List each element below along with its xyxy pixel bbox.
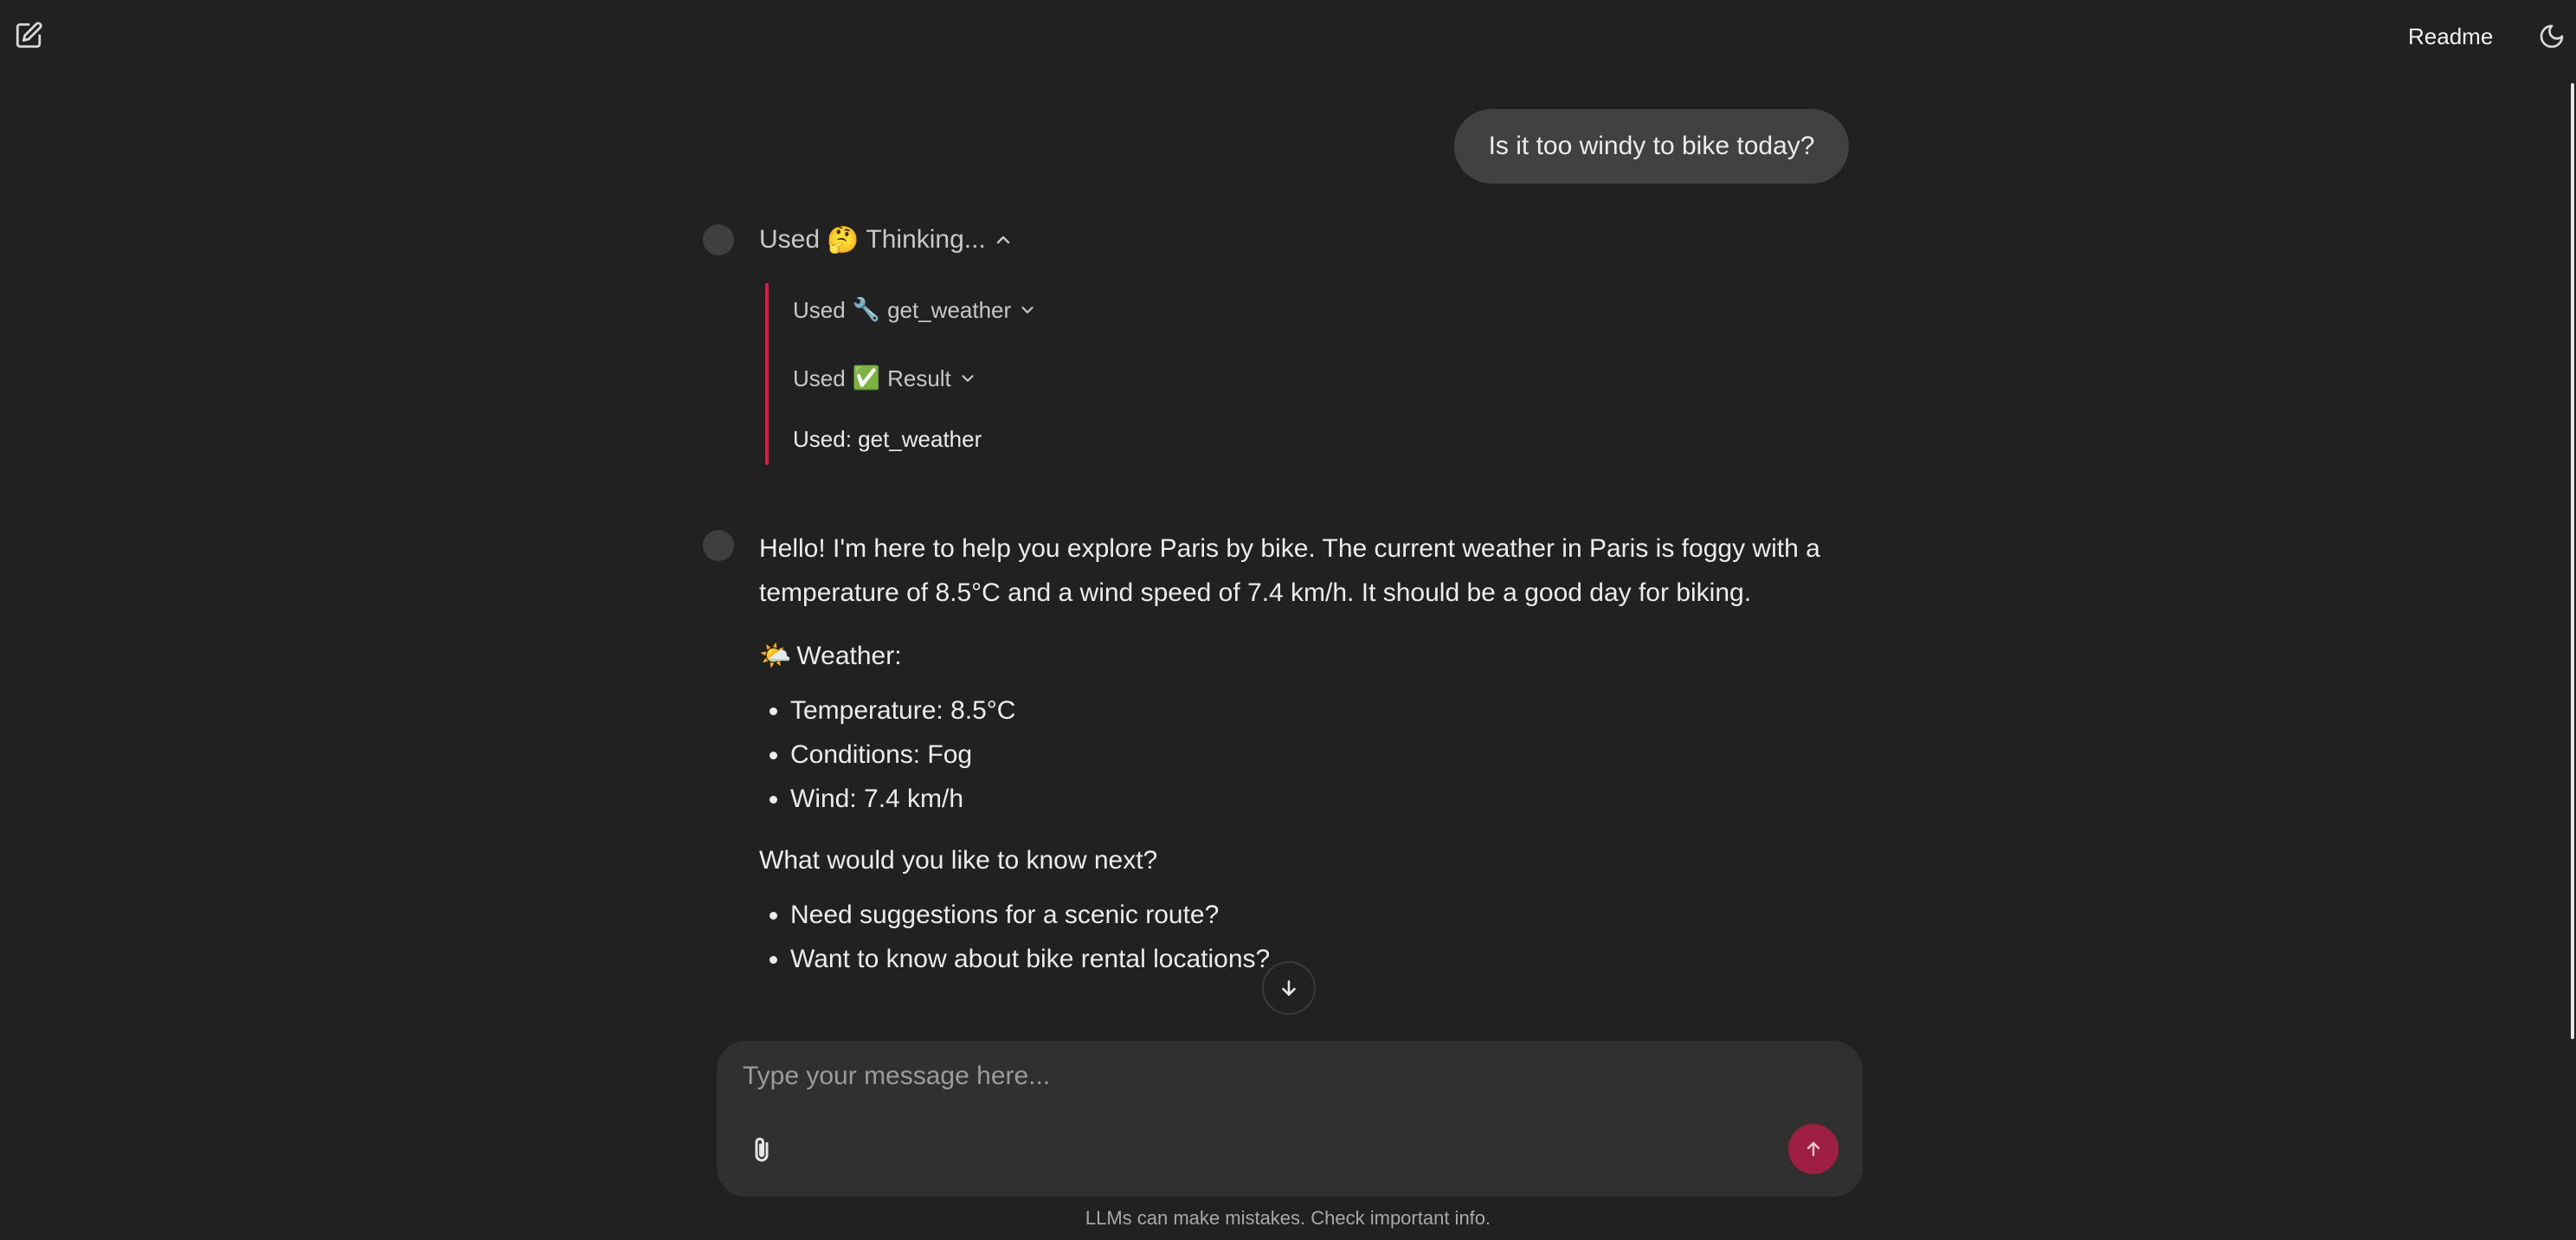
- tool-used-summary: Used: get_weather: [793, 426, 982, 452]
- theme-toggle-button[interactable]: [2534, 19, 2569, 54]
- list-item: • Need suggestions for a scenic route?: [790, 893, 1867, 937]
- step-label: Thinking...: [866, 225, 986, 254]
- thinking-step-toggle[interactable]: [759, 222, 1014, 258]
- arrow-up-icon: [1803, 1139, 1824, 1159]
- weather-heading: [759, 634, 1867, 678]
- step-label: get_weather: [887, 296, 1012, 323]
- scrollbar[interactable]: [2571, 83, 2574, 1039]
- next-heading: What would you like to know next?: [759, 846, 1158, 875]
- user-message-text: Is it too windy to bike today?: [1488, 132, 1815, 160]
- chevron-up-icon: [993, 229, 1014, 250]
- steps-border: [765, 283, 769, 465]
- chevron-down-icon: [1018, 300, 1037, 320]
- message-input[interactable]: [741, 1060, 1832, 1103]
- chevron-down-icon: [958, 369, 977, 388]
- weather-list: [759, 688, 1867, 821]
- arrow-down-icon: [1278, 977, 1300, 999]
- step-prefix: Used: [793, 296, 846, 323]
- top-bar: [0, 0, 2576, 73]
- list-item: • Temperature: 8.5°C: [790, 688, 1867, 733]
- list-item: • Want to know about bike rental locations?: [790, 937, 1867, 981]
- step-label: Result: [887, 365, 951, 391]
- next-list: [759, 893, 1867, 981]
- user-message-bubble: [1454, 109, 1849, 184]
- step-prefix: Used: [793, 365, 846, 391]
- scroll-to-bottom-button[interactable]: [1262, 961, 1316, 1015]
- wrench-icon: 🔧: [852, 297, 881, 323]
- result-step-toggle[interactable]: [793, 363, 977, 394]
- check-mark-icon: ✅: [852, 365, 881, 391]
- thinking-emoji-icon: 🤔: [827, 224, 860, 255]
- assistant-avatar: [703, 530, 734, 561]
- message-composer: [717, 1041, 1863, 1197]
- paperclip-icon: [746, 1134, 777, 1166]
- assistant-avatar: [703, 224, 734, 255]
- step-prefix: Used: [759, 225, 821, 254]
- new-chat-button[interactable]: [12, 19, 45, 52]
- readme-button[interactable]: Readme: [2408, 23, 2494, 49]
- sun-behind-cloud-icon: 🌤️: [759, 641, 792, 671]
- edit-square-icon: [14, 21, 43, 50]
- assistant-intro: Hello! I'm here to help you explore Paris by bike. The current weather in Paris is foggy with a temperature of 8.5°C and a wind speed of 7.4 km/h. It should be a good day for biking.: [759, 534, 1820, 607]
- send-button[interactable]: [1788, 1124, 1839, 1174]
- list-item: • Wind: 7.4 km/h: [790, 777, 1867, 821]
- moon-icon: [2538, 23, 2566, 50]
- attach-file-button[interactable]: [739, 1127, 784, 1172]
- list-item: • Conditions: Fog: [790, 733, 1867, 777]
- weather-heading-text: Weather:: [796, 642, 902, 670]
- assistant-message: [759, 526, 1867, 981]
- disclaimer-text: LLMs can make mistakes. Check important info.: [1085, 1207, 1491, 1229]
- get-weather-step-toggle[interactable]: [793, 294, 1037, 326]
